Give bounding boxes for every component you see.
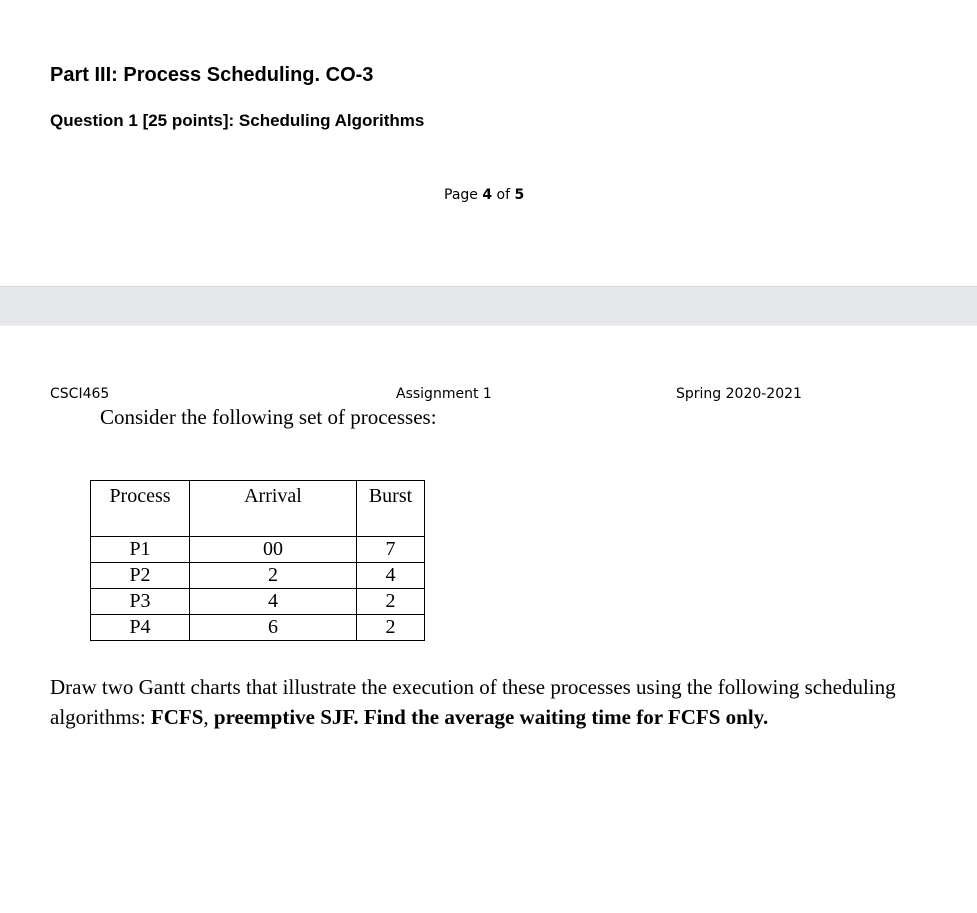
table-row	[91, 615, 425, 641]
instructions-fcfs: FCFS	[150, 705, 204, 729]
header-term: Spring 2020-2021	[676, 386, 802, 402]
instructions-text-2: ,	[203, 705, 214, 729]
page-middle: of	[492, 187, 515, 203]
instructions-text-1: Draw two Gantt charts that illustrate the execution of these processes using the following scheduling algorithms:	[50, 675, 896, 729]
cell-burst: 7	[357, 537, 425, 563]
intro-text: Consider the following set of processes:	[100, 405, 437, 429]
header-arrival: Arrival	[190, 481, 357, 537]
page-break	[0, 286, 977, 326]
header-course: CSCI465	[50, 386, 110, 402]
cell-burst: 2	[357, 589, 425, 615]
cell-burst: 4	[357, 563, 425, 589]
part-title: Part III: Process Scheduling. CO-3	[50, 64, 374, 86]
header-burst-label: Burst	[368, 485, 413, 507]
table-row	[91, 589, 425, 615]
cell-process: P3	[91, 589, 190, 615]
cell-process: P1	[91, 537, 190, 563]
table-row	[91, 563, 425, 589]
instructions-paragraph	[50, 672, 910, 732]
cell-arrival: 00	[190, 537, 357, 563]
process-table	[90, 480, 425, 641]
cell-burst: 2	[357, 615, 425, 641]
cell-arrival: 6	[190, 615, 357, 641]
page-total: 5	[514, 187, 525, 203]
header-burst	[357, 481, 425, 537]
page-current: 4	[482, 187, 493, 203]
table-row	[91, 537, 425, 563]
cell-arrival: 4	[190, 589, 357, 615]
table-header-row	[91, 481, 425, 537]
page-prefix: Page	[444, 187, 483, 203]
cell-process: P2	[91, 563, 190, 589]
cell-process: P4	[91, 615, 190, 641]
question-title: Question 1 [25 points]: Scheduling Algorithms	[50, 111, 425, 130]
header-process: Process	[91, 481, 190, 537]
instructions-sjf: preemptive SJF. Find the average waiting time for FCFS only.	[213, 705, 769, 729]
header-assignment: Assignment 1	[396, 386, 492, 402]
cell-arrival: 2	[190, 563, 357, 589]
page-number	[444, 187, 524, 203]
